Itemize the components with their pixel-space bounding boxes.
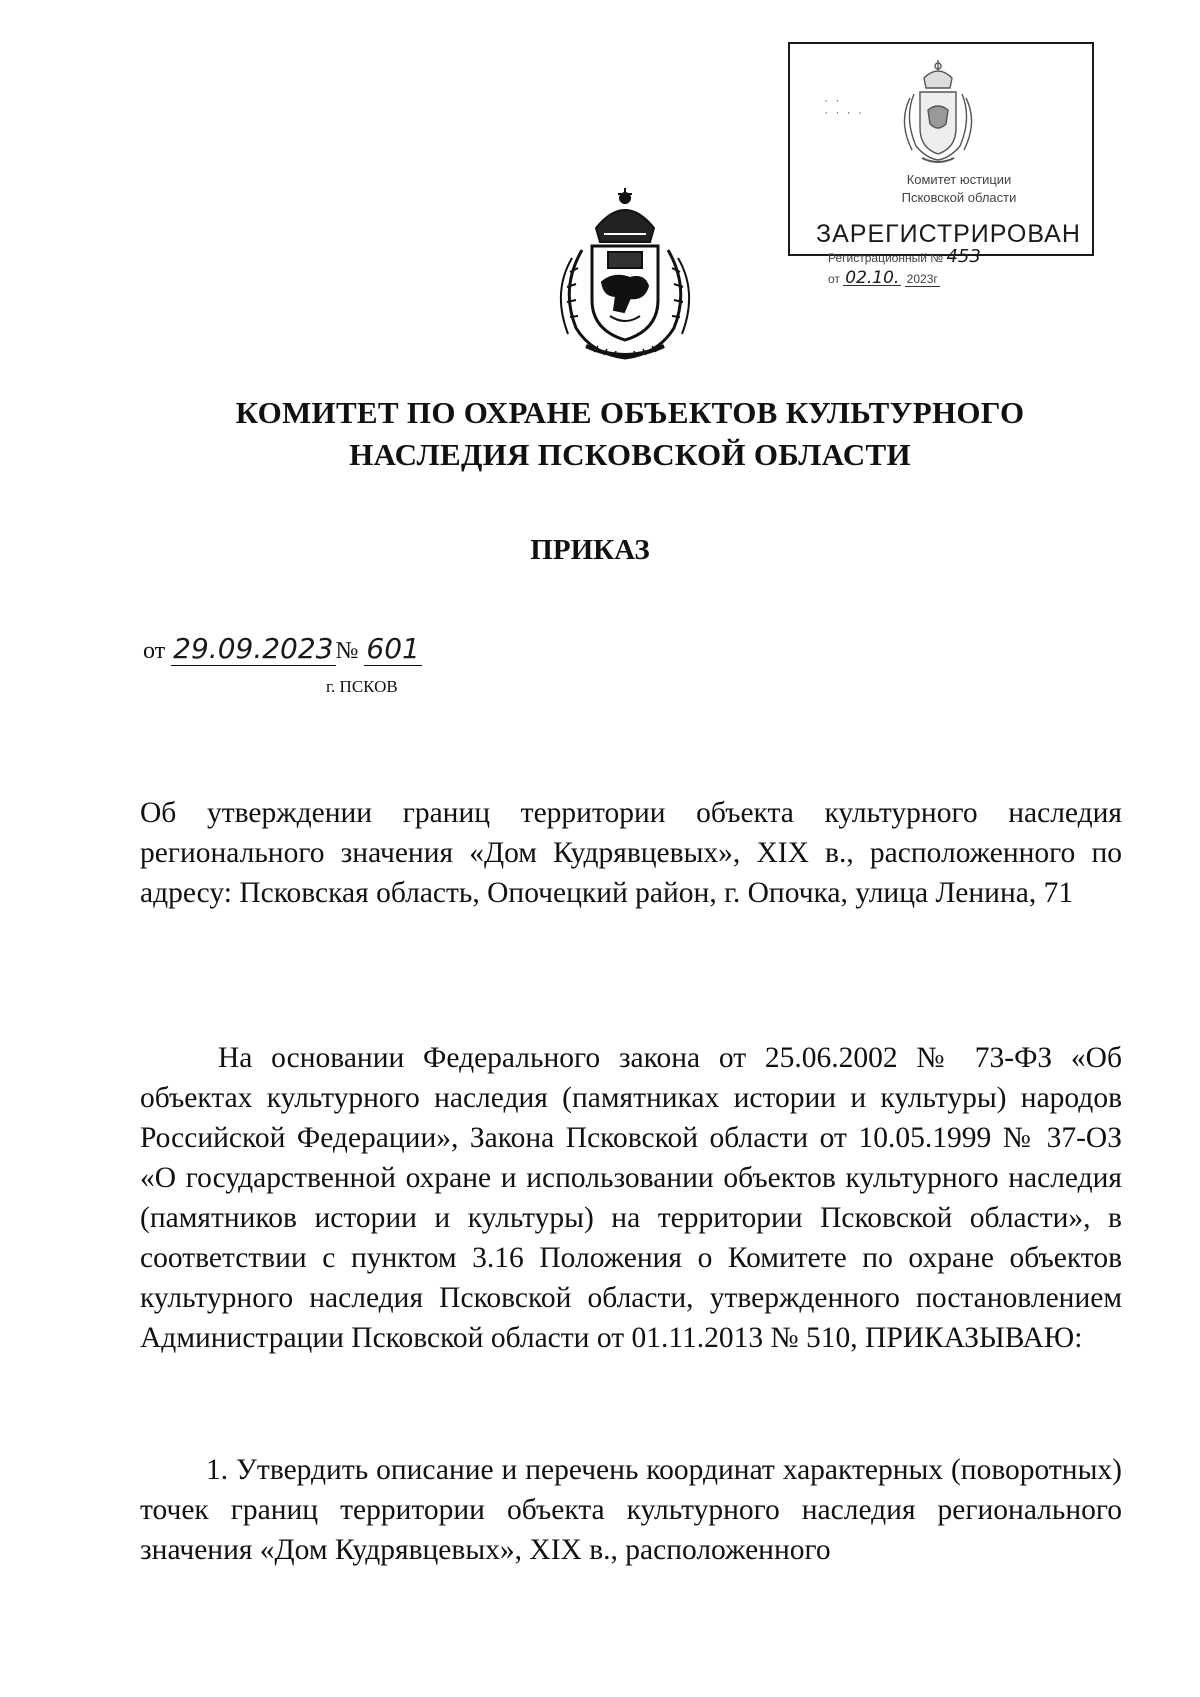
document-type: ПРИКАЗ <box>530 534 650 566</box>
date-prefix: от <box>143 638 166 664</box>
stamp-date-value: 02.10. <box>845 268 900 288</box>
stamp-date-year: 2023г <box>906 272 938 286</box>
organization-title <box>120 392 1140 476</box>
city: г. ПСКОВ <box>326 677 398 696</box>
order-date: 29.09.2023 <box>173 632 334 665</box>
order-date-number <box>143 634 422 666</box>
clause-1-paragraph: 1. Утвердить описание и перечень координат характерных (поворотных) точек границ территории объекта культурного наследия регионального значения «Дом Кудрявцевых», XIX в., расположенного <box>140 1454 1122 1566</box>
stamp-org-line2: Псковской области <box>901 190 1017 205</box>
registration-stamp <box>788 42 1094 288</box>
stamp-date-prefix: от <box>828 272 840 286</box>
stamp-coat-of-arms-icon <box>894 58 982 166</box>
stamp-registration-line <box>828 246 981 267</box>
organization-title-line1: КОМИТЕТ ПО ОХРАНЕ ОБЪЕКТОВ КУЛЬТУРНОГО <box>235 395 1025 430</box>
coat-of-arms-icon <box>552 188 698 362</box>
stamp-org-line1: Комитет юстиции <box>906 172 1012 187</box>
stamp-date-line <box>828 268 940 288</box>
stamp-dots: · · · · · · <box>824 93 864 119</box>
organization-title-line2: НАСЛЕДИЯ ПСКОВСКОЙ ОБЛАСТИ <box>349 437 911 472</box>
number-label: № <box>335 638 359 664</box>
stamp-status: ЗАРЕГИСТРИРОВАН <box>816 220 1081 248</box>
stamp-reg-number: 453 <box>946 246 981 267</box>
stamp-reg-label: Регистрационный № <box>828 251 944 265</box>
order-subject: Об утверждении границ территории объекта культурного наследия регионального значения «Дом Кудрявцевых», XIX в., расположенного по адресу: Псковская область, Опочецкий район, г. Опочка, улица Ленина, 71 <box>140 797 1122 909</box>
order-number: 601 <box>366 632 420 665</box>
preamble-paragraph: На основании Федерального закона от 25.06.2002 № 73-ФЗ «Об объектах культурного наследия (памятниках истории и культуры) народов Российской Федерации», Закона Псковской области от 10.05.1999 № 37-ОЗ «О государственной охране и использовании объектов культурного наследия (памятников истории и культуры) на территории Псковской области», в соответствии с пунктом 3.16 Положения о Комитете по охране объектов культурного наследия Псковской области, утвержденного постановлением Администрации Псковской области от 01.11.2013 № 510, ПРИКАЗЫВАЮ: <box>140 1042 1122 1354</box>
